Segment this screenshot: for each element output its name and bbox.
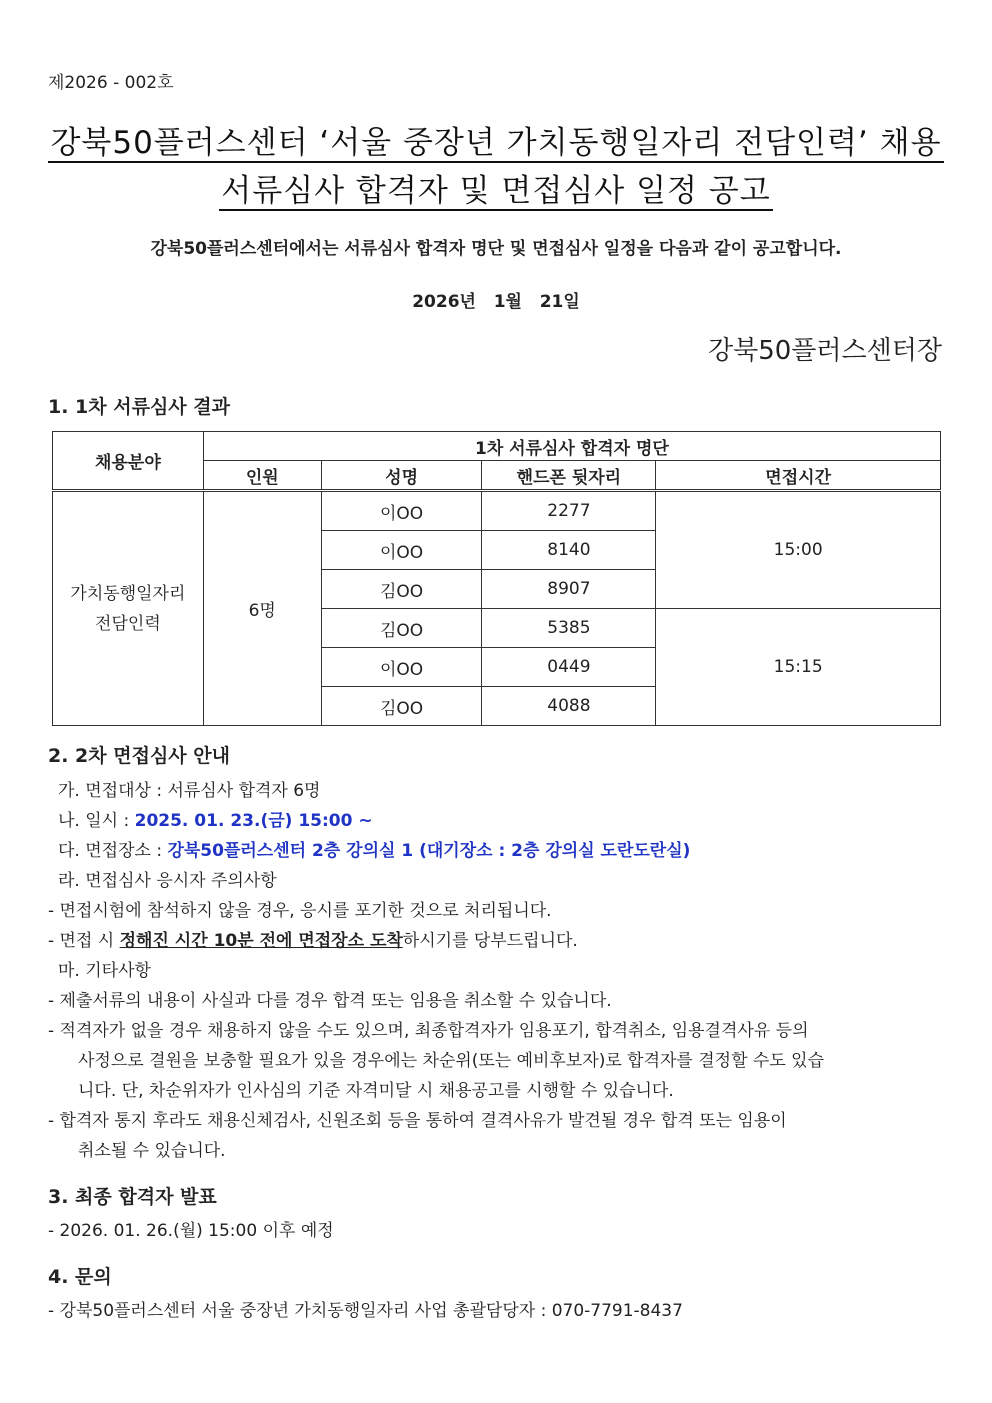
ma-note-3-line-1: - 합격자 통지 후라도 채용신체검사, 신원조회 등을 통하여 결격사유가 발견될 경우 합격 또는 임용이 — [48, 1111, 787, 1131]
phone-cell: 2277 — [482, 491, 656, 531]
field-cell: 가치동행일자리 전담인력 — [53, 491, 204, 726]
section-2-heading: 2. 2차 면접심사 안내 — [48, 745, 230, 767]
item-ra: 라. 면접심사 응시자 주의사항 — [58, 871, 277, 891]
header-phone: 핸드폰 뒷자리 — [482, 461, 656, 491]
ra-note-1: - 면접시험에 참석하지 않을 경우, 응시를 포기한 것으로 처리됩니다. — [48, 901, 552, 921]
item-ga: 가. 면접대상 : 서류심사 합격자 6명 — [58, 781, 321, 801]
contact-line: - 강북50플러스센터 서울 중장년 가치동행일자리 사업 총괄담당자 : 070-7791-8437 — [48, 1301, 683, 1321]
results-table — [52, 431, 941, 726]
intro-text: 강북50플러스센터에서는 서류심사 합격자 명단 및 면접심사 일정을 다음과 같이 공고합니다. — [150, 239, 842, 259]
ma-note-1: - 제출서류의 내용이 사실과 다를 경우 합격 또는 임용을 취소할 수 있습니다. — [48, 991, 612, 1011]
header-name: 성명 — [321, 461, 482, 491]
ma-note-2-line-2: 사정으로 결원을 보충할 필요가 있을 경우에는 차순위(또는 예비후보자)로 합격자를 결정할 수도 있습 — [78, 1051, 825, 1071]
phone-cell: 4088 — [482, 687, 656, 726]
header-field: 채용분야 — [53, 432, 204, 491]
document-number: 제2026 - 002호 — [48, 73, 174, 93]
section-3-heading: 3. 최종 합격자 발표 — [48, 1186, 217, 1208]
count-cell: 6명 — [203, 491, 321, 726]
ma-note-2-line-1: - 적격자가 없을 경우 채용하지 않을 수도 있으며, 최종합격자가 임용포기, 합격취소, 임용결격사유 등의 — [48, 1021, 809, 1041]
time-cell: 15:15 — [656, 609, 941, 726]
name-cell: 이OO — [321, 491, 482, 531]
name-cell: 이OO — [321, 648, 482, 687]
item-da: 다. 면접장소 : 강북50플러스센터 2층 강의실 1 (대기장소 : 2층 강의실 도란도란실) — [58, 841, 691, 861]
phone-cell: 5385 — [482, 609, 656, 648]
section-4-heading: 4. 문의 — [48, 1266, 112, 1288]
title-line-2: 서류심사 합격자 및 면접심사 일정 공고 — [221, 173, 771, 209]
phone-cell: 0449 — [482, 648, 656, 687]
phone-cell: 8140 — [482, 531, 656, 570]
item-na: 나. 일시 : 2025. 01. 23.(금) 15:00 ~ — [58, 811, 373, 831]
item-ma: 마. 기타사항 — [58, 961, 151, 981]
announcement-date: 2026년 1월 21일 — [412, 292, 580, 312]
name-cell: 김OO — [321, 609, 482, 648]
ma-note-2-line-3: 니다. 단, 차순위자가 인사심의 기준 자격미달 시 채용공고를 시행할 수 있습니다. — [78, 1081, 674, 1101]
section-1-heading: 1. 1차 서류심사 결과 — [48, 396, 230, 418]
final-announcement: - 2026. 01. 26.(월) 15:00 이후 예정 — [48, 1221, 334, 1241]
table-row — [53, 491, 941, 531]
name-cell: 이OO — [321, 531, 482, 570]
phone-cell: 8907 — [482, 570, 656, 609]
name-cell: 김OO — [321, 570, 482, 609]
name-cell: 김OO — [321, 687, 482, 726]
title-line-1: 강북50플러스센터 ‘서울 중장년 가치동행일자리 전담인력’ 채용 — [50, 125, 942, 161]
header-time: 면접시간 — [656, 461, 941, 491]
ra-note-2: - 면접 시 정해진 시간 10분 전에 면접장소 도착하시기를 당부드립니다. — [48, 931, 578, 951]
ma-note-3-line-2: 취소될 수 있습니다. — [78, 1141, 226, 1161]
time-cell: 15:00 — [656, 491, 941, 609]
header-group: 1차 서류심사 합격자 명단 — [203, 432, 940, 461]
header-count: 인원 — [203, 461, 321, 491]
signer: 강북50플러스센터장 — [707, 336, 942, 366]
